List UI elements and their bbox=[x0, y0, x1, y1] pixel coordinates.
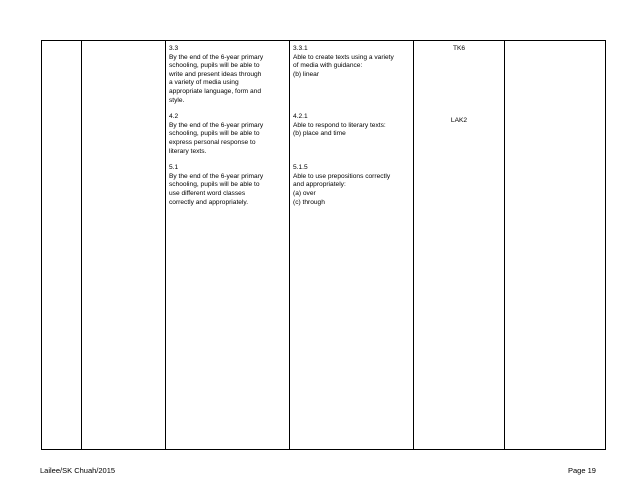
standard-code: 4.2 bbox=[169, 113, 179, 121]
content-standard bbox=[169, 45, 286, 105]
standard-line: schooling, pupils will be able to bbox=[169, 130, 260, 138]
standard-line: schooling, pupils will be able to bbox=[169, 181, 260, 189]
codes-cell bbox=[414, 41, 505, 450]
learning-standard-line: (a) over bbox=[293, 189, 316, 197]
standard-line: use different word classes bbox=[169, 189, 246, 197]
page-number: Page 19 bbox=[568, 466, 596, 475]
content-standard bbox=[169, 164, 286, 207]
content-standard bbox=[169, 113, 286, 156]
standard-code: 5.1 bbox=[169, 164, 179, 172]
learning-standard bbox=[293, 45, 410, 105]
standard-line: express personal response to bbox=[169, 138, 256, 146]
standard-line: style. bbox=[169, 96, 185, 104]
standard-line: correctly and appropriately. bbox=[169, 198, 249, 206]
standard-line: schooling, pupils will be able to bbox=[169, 62, 260, 70]
learning-standard-line: Able to use prepositions correctly bbox=[293, 172, 391, 180]
standard-line: By the end of the 6-year primary bbox=[169, 121, 264, 129]
empty-cell-6 bbox=[505, 41, 606, 450]
learning-standard-line: Able to respond to literary texts: bbox=[293, 121, 386, 129]
code-label: TK6 bbox=[452, 45, 466, 52]
learning-standard-code: 4.2.1 bbox=[293, 113, 308, 121]
standard-code: 3.3 bbox=[169, 45, 179, 52]
content-standards-cell bbox=[166, 41, 290, 450]
lesson-plan-table bbox=[41, 40, 606, 450]
learning-standard-line: (b) linear bbox=[293, 70, 320, 78]
empty-cell-1 bbox=[42, 41, 82, 450]
code-label: LAK2 bbox=[450, 117, 468, 124]
learning-standard bbox=[293, 164, 410, 207]
learning-standard-line: of media with guidance: bbox=[293, 62, 363, 70]
standard-line: write and present ideas through bbox=[169, 70, 262, 78]
learning-standard bbox=[293, 113, 410, 156]
empty-cell-2 bbox=[82, 41, 166, 450]
standard-line: appropriate language, form and bbox=[169, 87, 262, 95]
standard-line: By the end of the 6-year primary bbox=[169, 172, 264, 180]
standard-line: By the end of the 6-year primary bbox=[169, 53, 264, 61]
table-row bbox=[42, 41, 606, 450]
footer-author: Lailee/SK Chuah/2015 bbox=[40, 466, 116, 475]
learning-standard-line: (b) place and time bbox=[293, 130, 346, 138]
standard-line: a variety of media using bbox=[169, 79, 239, 87]
standard-line: literary texts. bbox=[169, 147, 207, 155]
learning-standard-line: and appropriately: bbox=[293, 181, 346, 189]
learning-standard-line: (c) through bbox=[293, 198, 325, 206]
learning-standard-code: 5.1.5 bbox=[293, 164, 308, 172]
learning-standard-code: 3.3.1 bbox=[293, 45, 308, 52]
learning-standards-cell bbox=[290, 41, 414, 450]
learning-standard-line: Able to create texts using a variety bbox=[293, 53, 394, 61]
